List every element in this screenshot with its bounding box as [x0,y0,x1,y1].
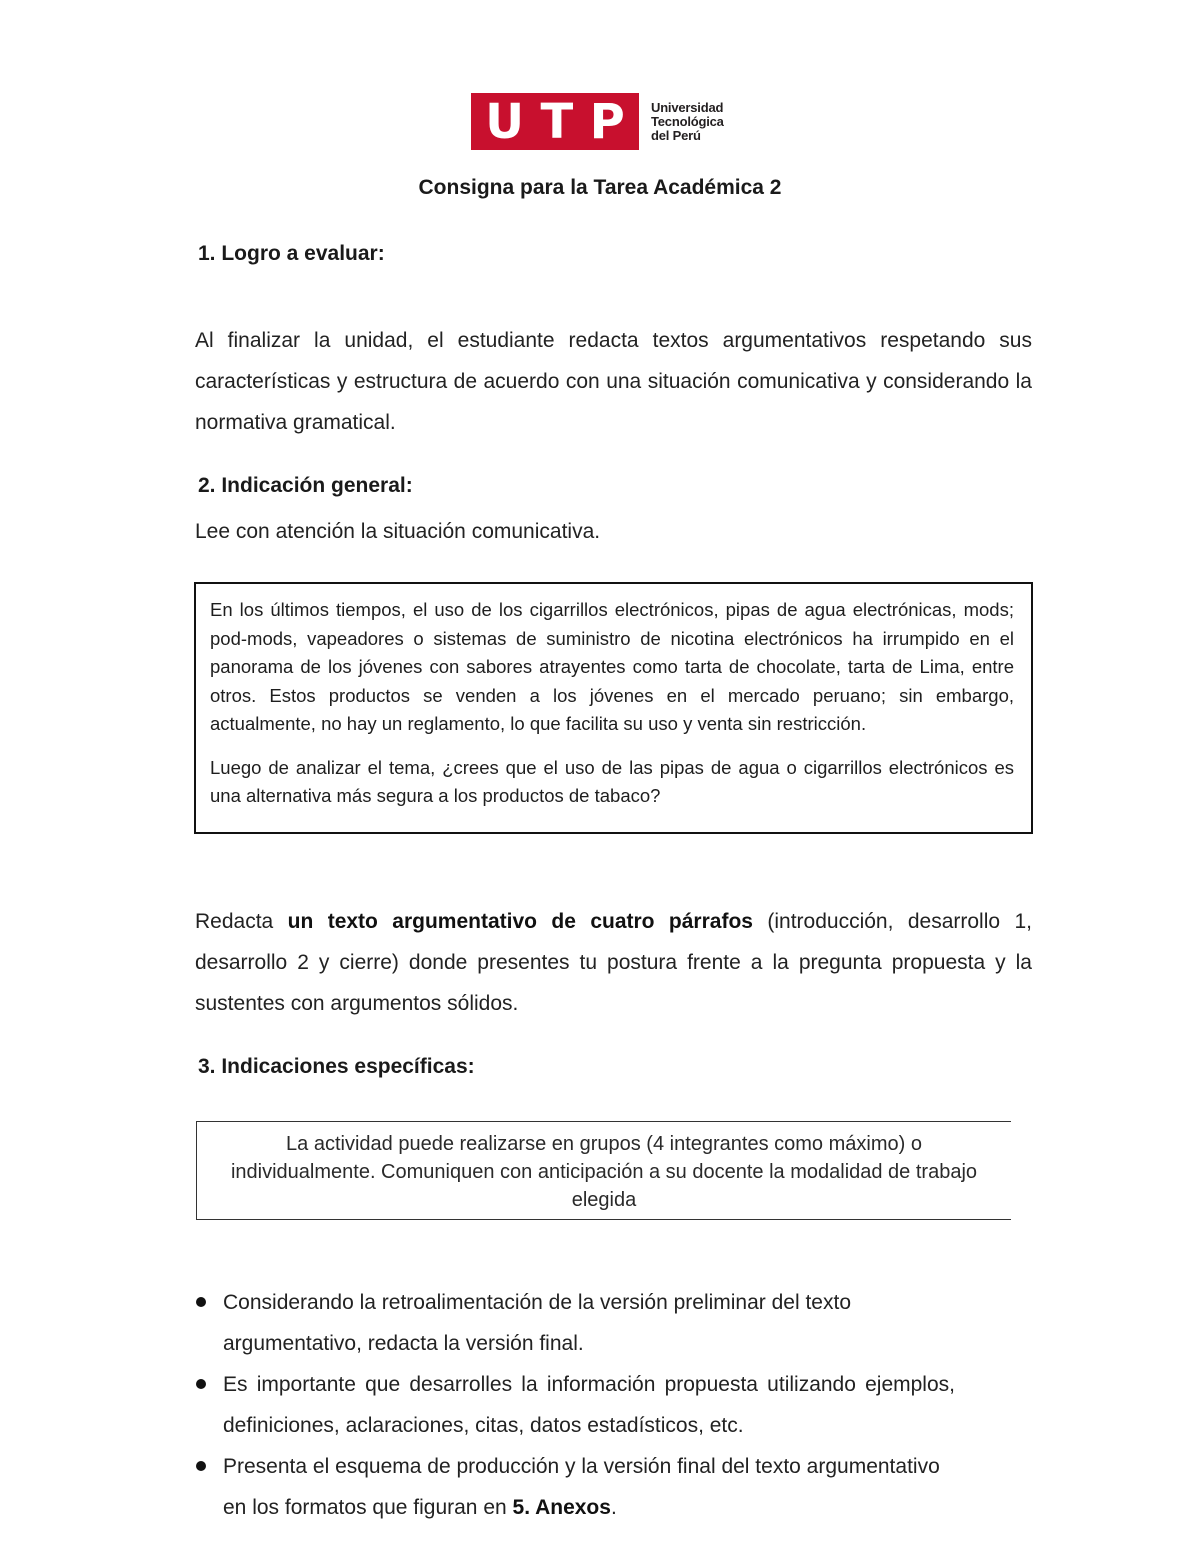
logo-line-1: Universidad [651,99,724,115]
section-2-heading: 2. Indicación general: [198,474,413,497]
task-text-end: (introducción, desarrollo 1, desarrollo 2 y cierre) donde presentes tu postura frente a la pregunta propuesta y la sustentes con argumentos sólidos. [195,910,1032,1015]
logo-line-3: del Perú [651,127,701,143]
task-text-start: Redacta [195,910,288,933]
task-paragraph [195,901,1032,1024]
logo-mark [471,93,639,150]
list-item [195,1446,955,1528]
logo-letter-t: T [540,93,574,150]
logo-letter-p: P [589,93,625,150]
situation-box [194,582,1033,834]
utp-logo [471,93,724,150]
group-note-box [196,1121,1011,1220]
situation-paragraph: En los últimos tiempos, el uso de los cigarrillos electrónicos, pipas de agua electrónicas, mods; pod-mods, vapeadores o sistemas de suministro de nicotina electrónicos ha irrumpido en el panorama de los jóvenes con sabores atrayentes como tarta de chocolate, tarta de Lima, entre otros. Estos productos se venden a los jóvenes en el mercado peruano; sin embargo, actualmente, no hay un reglamento, lo que facilita su uso y venta sin restricción. [210,599,1014,734]
bullet-icon [196,1379,206,1389]
bullet-icon [196,1461,206,1471]
logo-line-2: Tecnológica [651,113,724,129]
logo-wordmark [651,101,724,143]
bullet-icon [196,1297,206,1307]
annex-reference: 5. Anexos [512,1496,611,1519]
list-item-text-end: . [610,1496,617,1519]
logo-letter-u: U [485,93,525,150]
section-3-heading: 3. Indicaciones específicas: [198,1055,475,1078]
list-item-text: Considerando la retroalimentación de la versión preliminar del texto argumentativo, redacta la versión final. [223,1291,852,1355]
document-title: Consigna para la Tarea Académica 2 [418,176,782,199]
list-item-text-start: Presenta el esquema de producción y la versión final del texto argumentativo en los formatos que figuran en [223,1455,940,1519]
section-2-intro: Lee con atención la situación comunicativa. [195,520,601,543]
section-1-text: Al finalizar la unidad, el estudiante redacta textos argumentativos respetando sus características y estructura de acuerdo con una situación comunicativa y considerando la normativa gramatical. [195,329,1032,434]
task-text-bold: un texto argumentativo de cuatro párrafos [287,910,753,933]
group-note-text: La actividad puede realizarse en grupos (4 integrantes como máximo) o individualmente. Comuniquen con anticipación a su docente la modalidad de trabajo elegida [230,1133,978,1211]
list-item-text: Es importante que desarrolles la información propuesta utilizando ejemplos, definiciones, aclaraciones, citas, datos estadísticos, etc. [223,1373,955,1437]
section-1-heading: 1. Logro a evaluar: [198,242,385,265]
list-item [195,1364,955,1446]
instructions-list [195,1282,955,1528]
situation-question: Luego de analizar el tema, ¿crees que el uso de las pipas de agua o cigarrillos electrónicos es una alternativa más segura a los productos de tabaco? [210,756,1014,806]
list-item [195,1282,955,1364]
